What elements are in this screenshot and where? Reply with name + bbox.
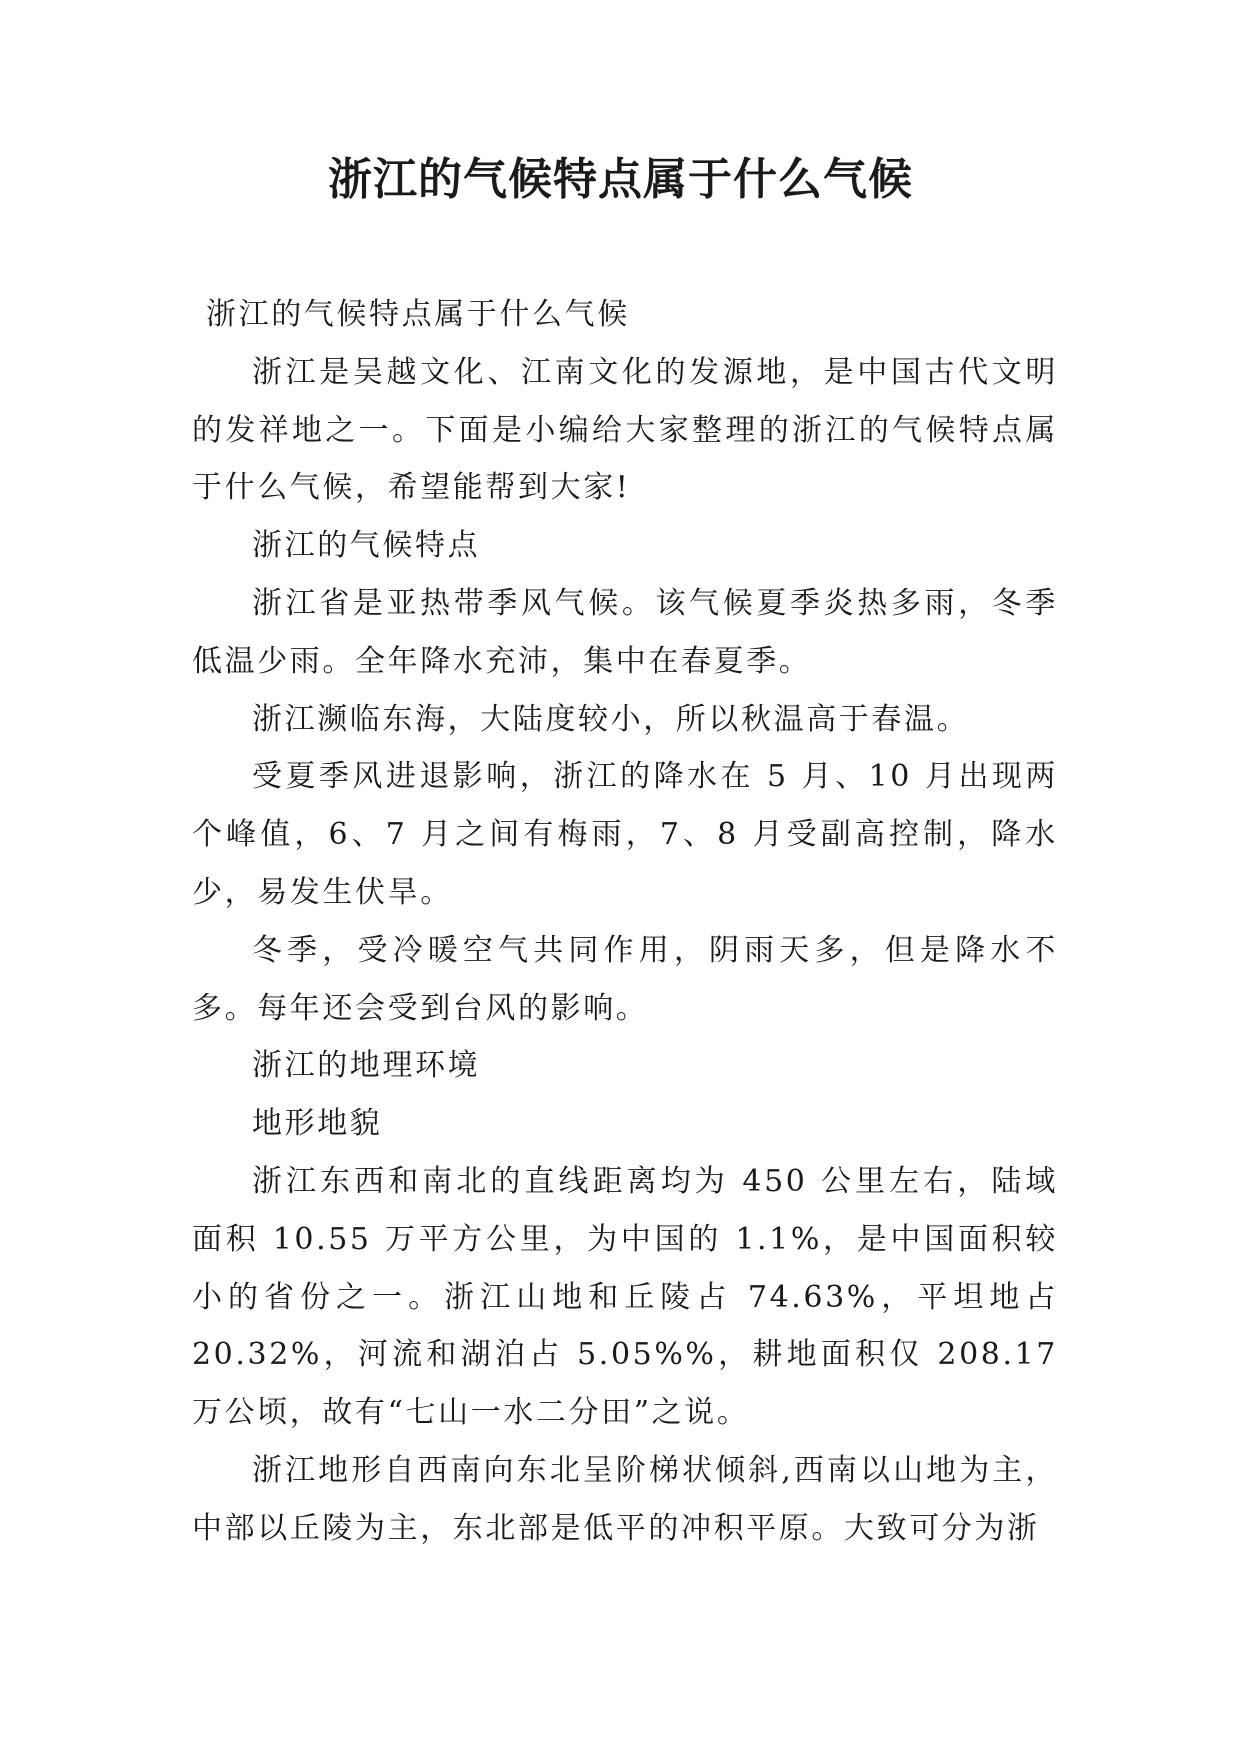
paragraph-intro: 浙江是吴越文化、江南文化的发源地，是中国古代文明的发祥地之一。下面是小编给大家整理的浙江的气候特点属于什么气候，希望能帮到大家! [192, 354, 1058, 506]
document-title: 浙江的气候特点属于什么气候 [328, 154, 913, 205]
section-heading-terrain: 地形地貌 [252, 1106, 383, 1142]
section-heading-geography: 浙江的地理环境 [252, 1048, 481, 1084]
paragraph-precipitation: 受夏季风进退影响，浙江的降水在 5 月、10 月出现两个峰值，6、7 月之间有梅雨，7、8 月受副高控制，降水少，易发生伏旱。 [192, 759, 1058, 910]
paragraph-terrain-slope: 浙江地形自西南向东北呈阶梯状倾斜,西南以山地为主，中部以丘陵为主，东北部是低平的冲积平原。大致可分为浙 [192, 1452, 1058, 1546]
paragraph-climate-type: 浙江省是亚热带季风气候。该气候夏季炎热多雨，冬季低温少雨。全年降水充沛，集中在春夏季。 [192, 585, 1058, 679]
paragraph-subtitle: 浙江的气候特点属于什么气候 [206, 297, 630, 332]
paragraph-area: 浙江东西和南北的直线距离均为 450 公里左右，陆域面积 10.55 万平方公里，为中国的 1.1%，是中国面积较小的省份之一。浙江山地和丘陵占 74.63%，平坦地占 20.32%，河流和湖泊占 5.05%%，耕地面积仅 208.17 万公顷，故有“七山一水二分田”之说。 [192, 1163, 1058, 1431]
document-body [192, 286, 1058, 1558]
paragraph-winter: 冬季，受冷暖空气共同作用，阴雨天多，但是降水不多。每年还会受到台风的影响。 [192, 932, 1058, 1026]
section-heading-climate: 浙江的气候特点 [252, 528, 481, 564]
paragraph-east-sea: 浙江濒临东海，大陆度较小，所以秋温高于春温。 [252, 701, 970, 737]
